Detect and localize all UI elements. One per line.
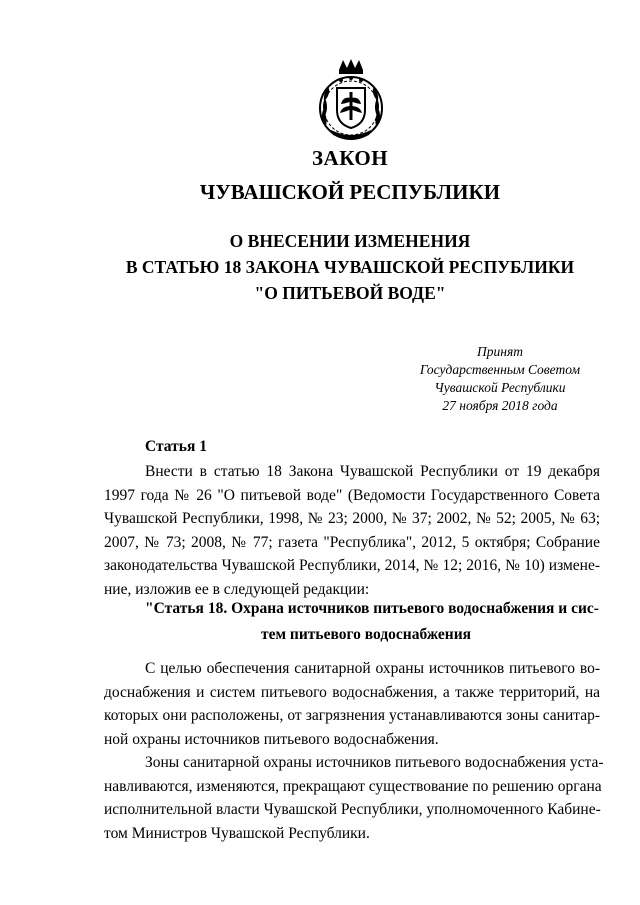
body-line: Зоны санитарной охраны источников питьевого водоснабжения уста-: [145, 754, 604, 771]
body-line: С целью обеспечения санитарной охраны источников питьевого во-: [145, 660, 600, 677]
body-line: Внести в статью 18 Закона Чувашской Республики от 19 декабря: [145, 463, 600, 480]
body-line: ние, изложив ее в следующей редакции:: [104, 580, 370, 598]
article-1-body: [104, 460, 600, 601]
article-18-heading: [145, 596, 600, 648]
adoption-date: 27 ноября 2018 года: [442, 398, 558, 413]
body-line: ной охраны источников питьевого водоснабжения.: [104, 730, 439, 748]
body-line: исполнительной власти Чувашской Республики, уполномоченного Кабине-: [104, 801, 601, 818]
article-18-heading-line: "Статья 18. Охрана источников питьевого водоснабжения и сис-: [145, 600, 599, 617]
subtitle-line: В СТАТЬЮ 18 ЗАКОНА ЧУВАШСКОЙ РЕСПУБЛИКИ: [125, 257, 575, 277]
body-line: 2007, № 73; 2008, № 77; газета "Республика", 2012, 5 октября; Собрание: [104, 533, 600, 551]
adoption-line: Принят: [477, 344, 523, 359]
adoption-note: [400, 343, 600, 415]
body-line: навливаются, изменяются, прекращают существование по решению органа: [104, 777, 602, 795]
body-line: доснабжения и систем питьевого водоснабжения, а также территорий, на: [104, 683, 600, 701]
body-line: 1997 года № 26 "О питьевой воде" (Ведомости Государственного Совета: [104, 486, 600, 504]
body-line: том Министров Чувашской Республики.: [104, 824, 370, 842]
subtitle-line: О ВНЕСЕНИИ ИЗМЕНЕНИЯ: [229, 231, 471, 251]
subtitle-line: "О ПИТЬЕВОЙ ВОДЕ": [254, 283, 446, 303]
body-line: законодательства Чувашской Республики, 2014, № 12; 2016, № 10) измене-: [104, 557, 600, 574]
article-18-body: [104, 657, 604, 845]
article-18-heading-line: тем питьевого водоснабжения: [261, 626, 472, 643]
article-1-heading: Статья 1: [145, 438, 207, 455]
adoption-line: Государственным Советом: [419, 362, 581, 377]
law-subtitle: [0, 228, 640, 306]
law-republic-title: ЧУВАШСКОЙ РЕСПУБЛИКИ: [199, 180, 501, 204]
chuvash-republic-emblem-icon: [317, 58, 385, 142]
body-line: которых они расположены, от загрязнения устанавливаются зоны санитар-: [104, 707, 600, 724]
law-title: ЗАКОН: [311, 146, 389, 170]
body-line: Чувашской Республики, 1998, № 23; 2000, № 37; 2002, № 52; 2005, № 63;: [104, 510, 600, 527]
adoption-line: Чувашской Республики: [434, 380, 566, 395]
